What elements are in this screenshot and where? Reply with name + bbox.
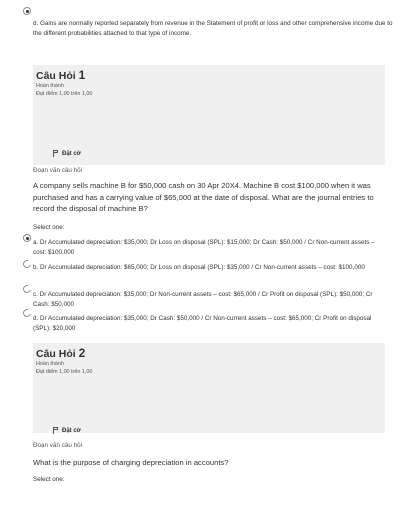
option-c-radio[interactable] [22, 284, 33, 295]
question-2-status: Hoàn thành [36, 361, 64, 367]
question-2-text: What is the purpose of charging depreciation in accounts? [33, 458, 229, 467]
question-1-text: A company sells machine B for $50,000 cash on 30 Apr 20X4. Machine B cost $100,000 when it was purchased and has a carrying value of $65,000 at the date of disposal. What are the journal entries to record the disposal of machine B? [33, 181, 374, 213]
question-2-points: Đạt điểm 1,00 trên 1,00 [36, 369, 93, 375]
option-c-text[interactable]: c. Dr Accumulated depreciation: $35,000; Dr Non-current assets – cost: $65,000 / Cr Profit on disposal (SPL): $50,000; Cr Cash: $50,000 [33, 291, 373, 308]
option-a-text[interactable]: a. Dr Accumulated depreciation: $35,000; Dr Loss on disposal (SPL): $15,000; Dr Cash: $50,000 / Cr Non-current assets – cost: $100,000 [33, 239, 375, 256]
question-2-info [33, 343, 385, 433]
question-2-title [36, 346, 85, 360]
flag-icon [52, 427, 59, 434]
option-d-text[interactable]: d. Dr Accumulated depreciation: $35,000; Dr Cash: $50,000 / Cr Non-current assets – cost: $65,000; Cr Profit on disposal (SPL): $20,000 [33, 315, 372, 332]
question-1-points: Đạt điểm 1,00 trên 1,00 [36, 91, 93, 97]
question-number: 1 [78, 68, 86, 82]
question-2-flag-button[interactable] [52, 427, 81, 434]
question-2-text-label: Đoạn văn câu hỏi [33, 442, 83, 449]
option-b-text[interactable]: b. Dr Accumulated depreciation: $65,000; Dr Loss on disposal (SPL): $35,000 / Cr Non-current assets – cost: $100,000 [33, 264, 365, 271]
flag-label: Đặt cờ [62, 427, 81, 434]
question-1-select-one: Select one: [33, 224, 65, 231]
question-1-info [33, 65, 385, 165]
question-label: Câu Hỏi [36, 70, 76, 82]
flag-icon [52, 150, 59, 157]
flag-label: Đặt cờ [62, 150, 81, 157]
option-b-radio[interactable] [22, 259, 33, 270]
question-1-status: Hoàn thành [36, 83, 64, 89]
question-label: Câu Hỏi [36, 348, 76, 360]
question-1-text-label: Đoạn văn câu hỏi [33, 167, 83, 174]
option-d-radio-prev[interactable] [23, 7, 31, 15]
question-2-select-one: Select one: [33, 476, 65, 483]
option-a-radio[interactable] [23, 234, 31, 242]
question-number: 2 [78, 346, 86, 360]
previous-option-d-text: d. Gains are normally reported separately from revenue in the Statement of profit or loss and other comprehensive income due to the different probabilities attached to that type of income. [33, 20, 393, 37]
question-1-flag-button[interactable] [52, 150, 81, 157]
option-d-radio[interactable] [22, 308, 33, 319]
question-1-title [36, 68, 85, 82]
